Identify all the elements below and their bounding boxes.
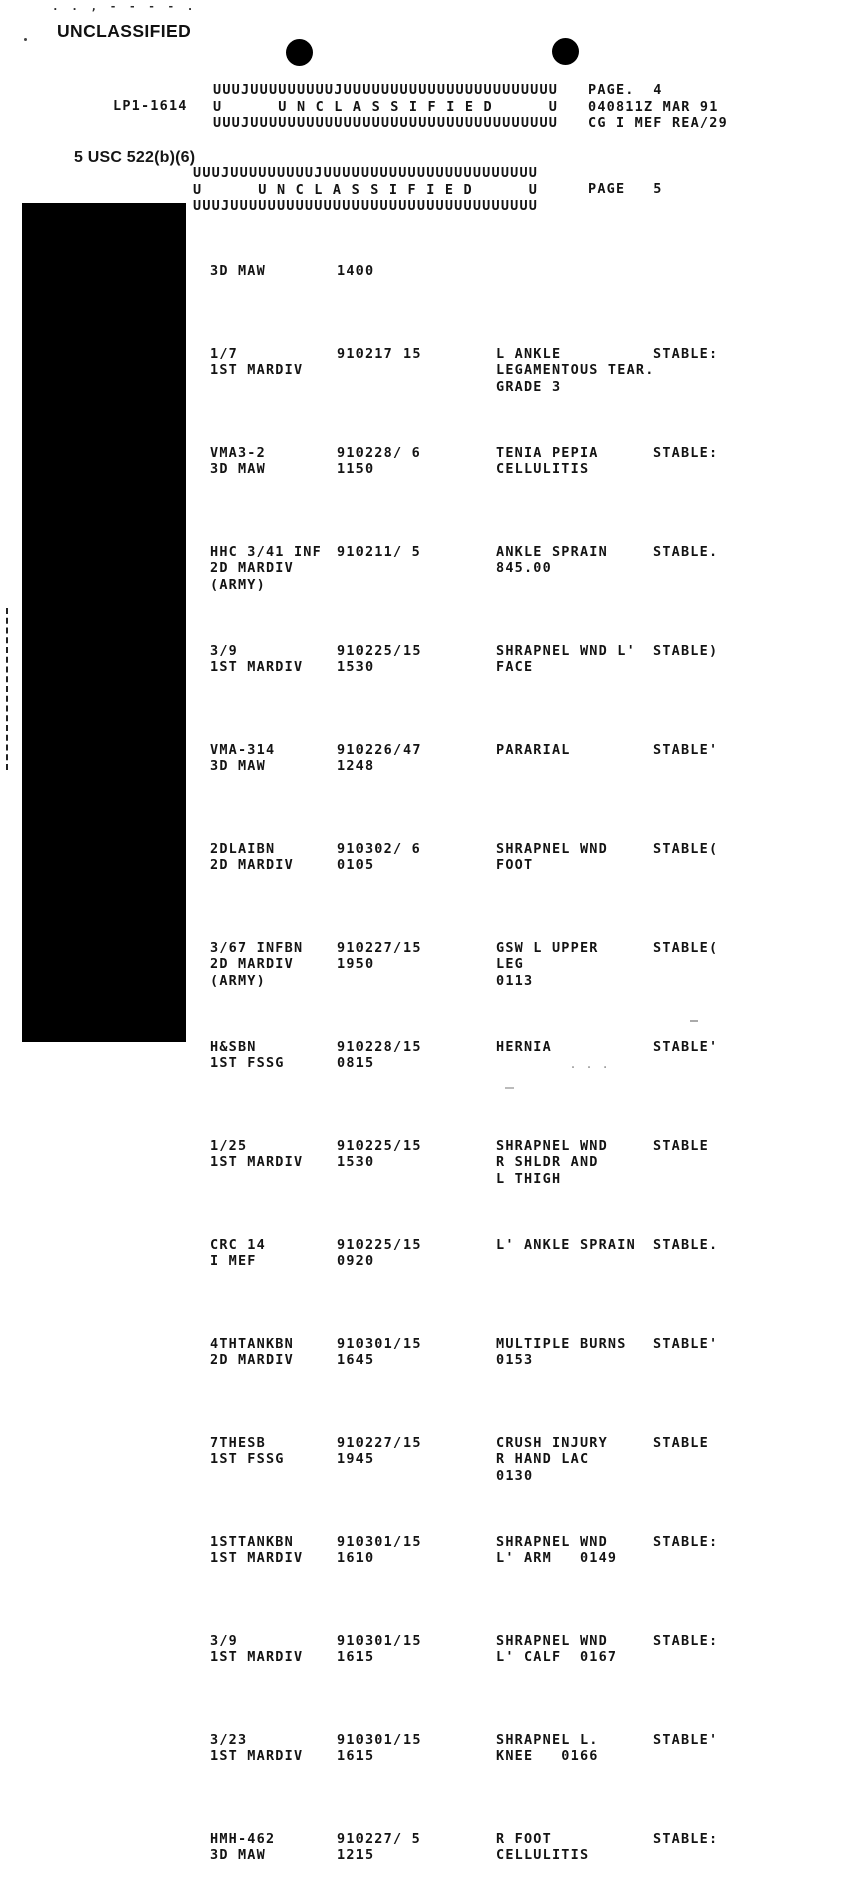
- text-line: SHRAPNEL L.: [496, 1731, 599, 1748]
- text-line: 910225/: [337, 1236, 403, 1253]
- record-datetime: [337, 1831, 403, 1864]
- text-line: STABLE: [653, 1137, 709, 1154]
- text-line: STABLE': [653, 1335, 719, 1352]
- text-line: 2D MARDIV: [210, 560, 294, 576]
- record-datetime: [337, 346, 403, 363]
- record-status: [653, 1138, 750, 1155]
- text-line: HHC 3/41 INF: [210, 543, 322, 560]
- banner-u-row: UUUJUUUUUUUUUUUUUUUUUUUUUUUUUUUUUUUUU: [213, 115, 559, 131]
- text-line: 1ST MARDIV: [210, 362, 304, 378]
- text-line: 7THESB: [210, 1434, 266, 1451]
- record-unit: [210, 544, 337, 594]
- record-status: [653, 1633, 750, 1650]
- text-line: STABLE: [653, 1434, 709, 1451]
- text-line: ANKLE SPRAIN: [496, 543, 608, 560]
- casualty-record: [210, 263, 830, 280]
- casualty-record: [210, 742, 830, 775]
- banner-u-row: UUUJUUUUUUUUUJUUUUUUUUUUUUUUUUUUUUUUU: [193, 165, 539, 181]
- classification-banner-page4: [213, 82, 558, 132]
- page-number: PAGE. 4: [588, 82, 663, 98]
- text-line: HERNIA: [496, 1038, 552, 1055]
- text-line: 910227/: [337, 1830, 403, 1847]
- text-line: 1/7: [210, 345, 238, 362]
- casualty-record: [210, 940, 830, 990]
- record-status: [653, 445, 750, 462]
- record-status: [653, 1534, 750, 1551]
- text-line: L ANKLE: [496, 345, 562, 362]
- banner-unclassified-row: U U N C L A S S I F I E D U: [213, 98, 559, 115]
- record-unit: [210, 1039, 337, 1072]
- record-datetime: [337, 263, 403, 280]
- text-line: 1615: [337, 1649, 375, 1665]
- record-count: [403, 1435, 421, 1452]
- record-injury: [421, 643, 653, 676]
- redaction-bar: [22, 203, 186, 1042]
- scan-artifact-speck: [690, 1020, 698, 1022]
- casualty-record: [210, 1534, 830, 1567]
- record-status: [653, 1039, 750, 1056]
- text-line: 5: [411, 543, 421, 560]
- record-injury: [421, 445, 653, 478]
- text-line: 1ST MARDIV: [210, 659, 304, 675]
- record-unit: [210, 1336, 337, 1369]
- text-line: 1ST MARDIV: [210, 1649, 304, 1665]
- text-line: 1400: [337, 263, 375, 279]
- text-line: GSW L UPPER: [496, 939, 599, 956]
- casualty-record: [210, 346, 830, 396]
- casualty-record: [210, 1237, 830, 1270]
- text-line: STABLE:: [653, 444, 719, 461]
- text-line: L' ANKLE SPRAIN: [496, 1236, 636, 1253]
- record-unit: [210, 1138, 337, 1171]
- text-line: SHRAPNEL WND: [496, 1137, 608, 1154]
- text-line: 1945: [337, 1451, 375, 1467]
- text-line: CELLULITIS: [496, 461, 590, 477]
- text-line: 910226/: [337, 741, 403, 758]
- text-line: 15: [403, 1038, 422, 1055]
- record-injury: [421, 742, 653, 759]
- record-count: [403, 1138, 421, 1155]
- text-line: 0920: [337, 1253, 375, 1269]
- page-number: PAGE 5: [588, 181, 663, 197]
- text-line: L' ARM 0149: [496, 1550, 618, 1566]
- text-line: 3/67 INFBN: [210, 939, 304, 956]
- text-line: STABLE:: [653, 345, 719, 362]
- casualty-record: [210, 643, 830, 676]
- record-unit: [210, 263, 337, 280]
- text-line: 910302/: [337, 840, 403, 857]
- text-line: VMA3-2: [210, 444, 266, 461]
- casualty-record: [210, 1732, 830, 1765]
- text-line: 6: [411, 444, 421, 461]
- text-line: 0105: [337, 857, 375, 873]
- text-line: 15: [403, 1434, 422, 1451]
- record-injury: [421, 940, 653, 990]
- text-line: FOOT: [496, 857, 534, 873]
- text-line: 15: [403, 1137, 422, 1154]
- record-datetime: [337, 1138, 403, 1171]
- text-line: 47: [403, 741, 422, 758]
- text-line: 1ST FSSG: [210, 1055, 285, 1071]
- text-line: LEGAMENTOUS TEAR.: [496, 362, 655, 378]
- text-line: CRC 14: [210, 1236, 266, 1253]
- text-line: 1ST MARDIV: [210, 1154, 304, 1170]
- text-line: STABLE': [653, 1731, 719, 1748]
- record-count: [403, 1534, 421, 1551]
- record-datetime: [337, 1039, 403, 1072]
- record-status: [653, 1237, 750, 1254]
- text-line: STABLE): [653, 642, 719, 659]
- text-line: 0130: [496, 1467, 534, 1484]
- record-datetime: [337, 1534, 403, 1567]
- text-line: 15: [403, 642, 422, 659]
- record-injury: [421, 1732, 653, 1765]
- text-line: R FOOT: [496, 1830, 552, 1847]
- text-line: 3D MAW: [210, 263, 266, 279]
- record-count: [403, 940, 421, 957]
- text-line: 3D MAW: [210, 1847, 266, 1863]
- text-line: 2D MARDIV: [210, 857, 294, 873]
- record-injury: [421, 1138, 653, 1188]
- record-count: [403, 1732, 421, 1749]
- record-unit: [210, 742, 337, 775]
- banner-u-row: UUUJUUUUUUUUUJUUUUUUUUUUUUUUUUUUUUUUU: [213, 82, 559, 98]
- hole-punch-icon: [552, 38, 579, 65]
- text-line: STABLE:: [653, 1533, 719, 1550]
- record-injury: [421, 544, 653, 577]
- record-unit: [210, 940, 337, 990]
- scan-artifact-top-marks: . . , - - - - .: [52, 0, 197, 13]
- text-line: 3/9: [210, 642, 238, 659]
- text-line: 910228/: [337, 1038, 403, 1055]
- casualty-record: [210, 1336, 830, 1369]
- scan-artifact-dot: [24, 38, 27, 41]
- text-line: 910227/: [337, 1434, 403, 1451]
- text-line: 1530: [337, 1154, 375, 1170]
- record-status: [653, 940, 750, 957]
- record-count: [403, 742, 421, 759]
- text-line: STABLE.: [653, 543, 719, 560]
- record-unit: [210, 346, 337, 379]
- text-line: STABLE:: [653, 1632, 719, 1649]
- text-line: R SHLDR AND: [496, 1154, 599, 1170]
- record-status: [653, 1831, 750, 1848]
- record-count: [403, 346, 421, 363]
- banner-u-row: UUUJUUUUUUUUUUUUUUUUUUUUUUUUUUUUUUUUU: [193, 198, 539, 214]
- record-status: [653, 1435, 750, 1452]
- classification-stamp: UNCLASSIFIED: [57, 21, 192, 41]
- text-line: 5: [411, 1830, 421, 1847]
- record-unit: [210, 1237, 337, 1270]
- text-line: SHRAPNEL WND L': [496, 642, 636, 659]
- text-line: 1/25: [210, 1137, 248, 1154]
- record-datetime: [337, 841, 403, 874]
- text-line: 1645: [337, 1352, 375, 1368]
- text-line: 15: [403, 1335, 422, 1352]
- text-line: SHRAPNEL WND: [496, 840, 608, 857]
- record-status: [653, 742, 750, 759]
- text-line: SHRAPNEL WND: [496, 1632, 608, 1649]
- foia-exemption-stamp: 5 USC 522(b)(6): [74, 149, 196, 166]
- record-injury: [421, 1336, 653, 1369]
- record-status: [653, 1732, 750, 1749]
- text-line: 910227/: [337, 939, 403, 956]
- text-line: 2D MARDIV: [210, 1352, 294, 1368]
- text-line: STABLE.: [653, 1236, 719, 1253]
- text-line: 910225/: [337, 642, 403, 659]
- text-line: 910211/: [337, 543, 403, 560]
- casualty-record: [210, 841, 830, 874]
- text-line: 910225/: [337, 1137, 403, 1154]
- text-line: 845.00: [496, 560, 552, 576]
- record-count: [403, 445, 421, 462]
- text-line: 910301/: [337, 1632, 403, 1649]
- scan-artifact-speck: [505, 1087, 514, 1089]
- record-injury: [421, 1039, 653, 1056]
- record-datetime: [337, 1732, 403, 1765]
- text-line: STABLE:: [653, 1830, 719, 1847]
- casualty-record: [210, 445, 830, 478]
- text-line: 910301/: [337, 1533, 403, 1550]
- record-count: [403, 544, 421, 561]
- record-datetime: [337, 1633, 403, 1666]
- record-count: [403, 1336, 421, 1353]
- record-injury: [421, 346, 653, 396]
- text-line: 1150: [337, 461, 375, 477]
- text-line: 3D MAW: [210, 461, 266, 477]
- record-datetime: [337, 1336, 403, 1369]
- text-line: (ARMY): [210, 972, 266, 989]
- record-count: [403, 1237, 421, 1254]
- text-line: L THIGH: [496, 1170, 562, 1187]
- text-line: 0153: [496, 1352, 534, 1368]
- document-id: LP1-1614: [113, 98, 188, 114]
- hole-punch-icon: [286, 39, 313, 66]
- scan-artifact-left-line: [6, 608, 8, 770]
- text-line: 910301/: [337, 1731, 403, 1748]
- text-line: 1ST FSSG: [210, 1451, 285, 1467]
- record-injury: [421, 1633, 653, 1666]
- record-unit: [210, 1435, 337, 1468]
- record-unit: [210, 445, 337, 478]
- text-line: 1610: [337, 1550, 375, 1566]
- text-line: STABLE': [653, 741, 719, 758]
- text-line: 2D MARDIV: [210, 956, 294, 972]
- casualty-record: [210, 544, 830, 594]
- text-line: 1950: [337, 956, 375, 972]
- casualty-record: [210, 1435, 830, 1485]
- casualty-record: [210, 1633, 830, 1666]
- record-injury: [421, 1831, 653, 1864]
- text-line: H&SBN: [210, 1038, 257, 1055]
- record-status: [653, 346, 750, 363]
- text-line: MULTIPLE BURNS: [496, 1335, 627, 1352]
- record-datetime: [337, 1237, 403, 1270]
- text-line: 910301/: [337, 1335, 403, 1352]
- text-line: FACE: [496, 659, 534, 675]
- record-datetime: [337, 940, 403, 973]
- text-line: PARARIAL: [496, 741, 571, 758]
- originator: CG I MEF REA/29: [588, 115, 728, 131]
- text-line: VMA-314: [210, 741, 276, 758]
- text-line: HMH-462: [210, 1830, 276, 1847]
- record-status: [653, 1336, 750, 1353]
- text-line: 15: [403, 345, 422, 362]
- record-status: [653, 841, 750, 858]
- casualty-record: [210, 1831, 830, 1864]
- text-line: CRUSH INJURY: [496, 1434, 608, 1451]
- record-count: [403, 841, 421, 858]
- text-line: 1STTANKBN: [210, 1533, 294, 1550]
- text-line: 1ST MARDIV: [210, 1748, 304, 1764]
- text-line: CELLULITIS: [496, 1847, 590, 1863]
- text-line: 15: [403, 939, 422, 956]
- casualty-record: [210, 1039, 830, 1072]
- text-line: 0113: [496, 972, 534, 989]
- text-line: 3/23: [210, 1731, 248, 1748]
- text-line: GRADE 3: [496, 378, 562, 395]
- record-count: [403, 643, 421, 660]
- record-unit: [210, 1633, 337, 1666]
- record-status: [653, 544, 750, 561]
- text-line: LEG: [496, 956, 524, 972]
- banner-unclassified-row: U U N C L A S S I F I E D U: [193, 181, 539, 198]
- record-injury: [421, 841, 653, 874]
- text-line: 1615: [337, 1748, 375, 1764]
- text-line: 910217: [337, 345, 393, 362]
- text-line: L' CALF 0167: [496, 1649, 618, 1665]
- text-line: 15: [403, 1236, 422, 1253]
- record-datetime: [337, 742, 403, 775]
- record-status: [653, 643, 750, 660]
- record-injury: [421, 1237, 653, 1254]
- record-datetime: [337, 643, 403, 676]
- text-line: 3/9: [210, 1632, 238, 1649]
- text-line: 1215: [337, 1847, 375, 1863]
- text-line: 15: [403, 1632, 422, 1649]
- casualty-report-body: [210, 230, 830, 1880]
- record-unit: [210, 643, 337, 676]
- casualty-record: [210, 1138, 830, 1188]
- text-line: 1530: [337, 659, 375, 675]
- scan-artifact-bottom-marks: . . .: [570, 1060, 611, 1071]
- record-unit: [210, 1732, 337, 1765]
- text-line: 15: [403, 1533, 422, 1550]
- text-line: R HAND LAC: [496, 1451, 590, 1467]
- text-line: STABLE(: [653, 840, 719, 857]
- text-line: 15: [403, 1731, 422, 1748]
- page-meta-block: [588, 82, 728, 132]
- record-injury: [421, 1435, 653, 1485]
- record-datetime: [337, 445, 403, 478]
- classification-banner-page5: [193, 165, 538, 215]
- text-line: 4THTANKBN: [210, 1335, 294, 1352]
- record-count: [403, 1039, 421, 1056]
- text-line: 2DLAIBN: [210, 840, 276, 857]
- text-line: 0815: [337, 1055, 375, 1071]
- record-datetime: [337, 1435, 403, 1468]
- text-line: (ARMY): [210, 576, 266, 593]
- record-count: [403, 1831, 421, 1848]
- text-line: 3D MAW: [210, 758, 266, 774]
- record-unit: [210, 1534, 337, 1567]
- record-count: [403, 1633, 421, 1650]
- text-line: 910228/: [337, 444, 403, 461]
- text-line: STABLE': [653, 1038, 719, 1055]
- date-time-group: 040811Z MAR 91: [588, 98, 719, 115]
- text-line: 1248: [337, 758, 375, 774]
- record-unit: [210, 841, 337, 874]
- record-unit: [210, 1831, 337, 1864]
- record-injury: [421, 1534, 653, 1567]
- text-line: KNEE 0166: [496, 1748, 599, 1764]
- text-line: SHRAPNEL WND: [496, 1533, 608, 1550]
- text-line: I MEF: [210, 1253, 257, 1269]
- text-line: 1ST MARDIV: [210, 1550, 304, 1566]
- text-line: TENIA PEPIA: [496, 444, 599, 461]
- record-datetime: [337, 544, 403, 561]
- text-line: 6: [411, 840, 421, 857]
- text-line: STABLE(: [653, 939, 719, 956]
